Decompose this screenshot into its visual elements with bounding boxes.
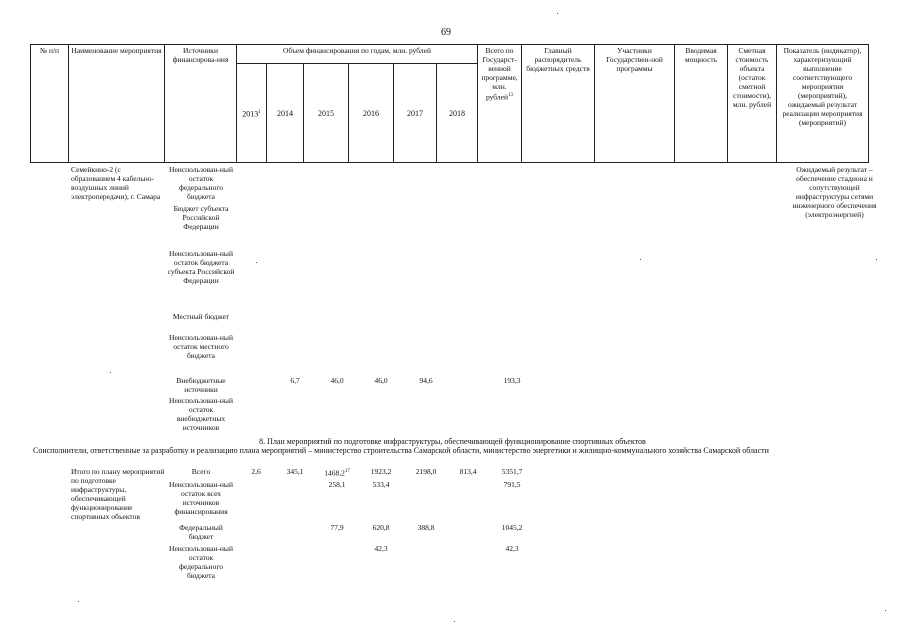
row-fed-2017: 388,8 <box>417 523 435 532</box>
value-2017: 94,6 <box>419 376 433 385</box>
col-indicator: Показатель (индикатор), характеризующий выполнение соответствующего мероприятия (мероприятий), ожидаемый результат реализации мероприятия (мероприятий) <box>777 45 869 163</box>
value-2015: 46,0 <box>330 376 344 385</box>
row-fed-unused-total: 42,3 <box>505 544 519 553</box>
source-subject-budget: Бюджет субъекта Российской Федерации <box>173 204 229 231</box>
source-extrabudget: Внебюджетные источники <box>176 376 226 394</box>
col-total: Всего по Государст-венной программе, млн. рублей$^{13}$ <box>478 45 522 163</box>
value-2016: 46,0 <box>374 376 388 385</box>
col-capacity: Вводимая мощность <box>675 45 728 163</box>
row-all-2015: 1468,2$^{17}$ <box>324 468 350 478</box>
row-all-source: Всего <box>191 467 211 476</box>
year-2017: 2017 <box>394 64 437 163</box>
col-participants: Участники Государствен-ной программы <box>595 45 675 163</box>
source-local-unused: Неиспользован-ный остаток местного бюджета <box>169 333 233 360</box>
header-table <box>30 44 869 163</box>
row-unused-2016: 533,4 <box>372 480 390 489</box>
year-2015: 2015 <box>304 64 349 163</box>
row-all-2013: 2,6 <box>251 467 261 476</box>
scan-speck <box>876 259 877 260</box>
col-estimate: Сметная стоимость объекта (остаток сметной стоимости), млн. рублей <box>728 45 777 163</box>
year-2016: 2016 <box>349 64 394 163</box>
plan-total-name: Итого по плану мероприятий по подготовке инфраструктуры, обеспечивающей функционирование спортивных объектов <box>71 467 165 521</box>
source-subject-unused: Неиспользован-ный остаток бюджета субъекта Российской Федерации <box>167 249 235 285</box>
source-fed-unused: Неиспользован-ный остаток федерального бюджета <box>169 165 233 201</box>
measure-name: Семейкино-2 (с образованием 4 кабельно-воздушных линий электропередачи), г. Самара <box>71 165 161 201</box>
scan-speck <box>110 372 111 373</box>
scan-speck <box>885 610 886 611</box>
section-title: 8. План мероприятий по подготовке инфраструктуры, обеспечивающей функционирование спортивных объектов <box>259 437 646 446</box>
row-unused-source: Неиспользован-ный остаток всех источников финансирования <box>169 480 233 516</box>
col-financing: Объем финансирования по годам, млн. рублей <box>237 45 478 64</box>
row-all-2017: 2198,0 <box>415 467 437 476</box>
scan-speck <box>640 259 641 260</box>
source-extrabudget-unused: Неиспользован-ный остаток внебюджетных источников <box>169 396 233 432</box>
row-all-2016: 1923,2 <box>370 467 392 476</box>
page-number: 69 <box>441 27 451 38</box>
col-num: № п/п <box>31 45 69 163</box>
year-2013: 2013$^1$ <box>237 64 267 163</box>
row-fed-unused-2016: 42,3 <box>374 544 388 553</box>
scan-speck <box>454 621 455 622</box>
value-total: 193,3 <box>503 376 521 385</box>
col-name: Наименование мероприятия <box>69 45 165 163</box>
row-fed-2015: 77,9 <box>330 523 344 532</box>
scan-speck <box>78 601 79 602</box>
row-fed-source: Федеральный бюджет <box>179 523 223 541</box>
expected-result: Ожидаемый результат – обеспечение стадиона и сопутствующей инфраструктуры сетями инженерного обеспечения (электроэнергией) <box>792 165 877 219</box>
row-all-2014: 345,1 <box>286 467 304 476</box>
row-all-total: 5351,7 <box>501 467 523 476</box>
row-unused-total: 791,5 <box>503 480 521 489</box>
scan-speck <box>557 13 558 14</box>
year-2018: 2018 <box>437 64 478 163</box>
year-2014: 2014 <box>267 64 304 163</box>
col-sources: Источники финансирова-ния <box>165 45 237 163</box>
row-unused-2015: 258,1 <box>328 480 346 489</box>
row-fed-unused-source: Неиспользован-ный остаток федерального бюджета <box>169 544 233 580</box>
section-coexecutors: Соисполнители, ответственные за разработку и реализацию плана мероприятий – министерство строительства Самарской области, министерство энергетики и жилищно-коммунального хозяйства Самарской области <box>33 446 769 455</box>
row-fed-total: 1045,2 <box>501 523 523 532</box>
row-all-2018: 813,4 <box>459 467 477 476</box>
col-manager: Главный распорядитель бюджетных средств <box>522 45 595 163</box>
value-2014: 6,7 <box>290 376 300 385</box>
row-fed-2016: 620,8 <box>372 523 390 532</box>
source-local-budget: Местный бюджет <box>172 312 230 321</box>
scan-speck <box>256 262 257 263</box>
